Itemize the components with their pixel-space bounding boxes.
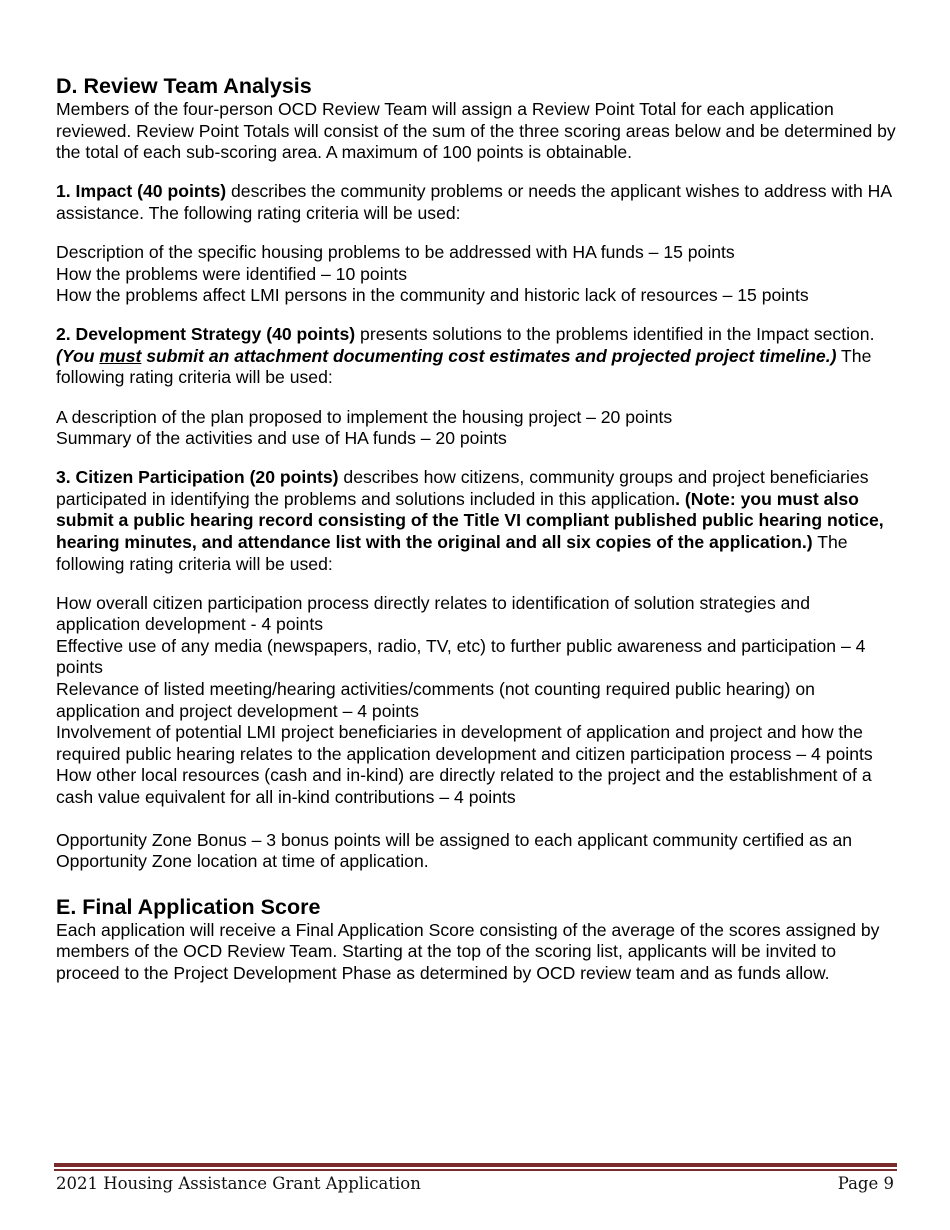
citizen-criterion: Effective use of any media (newspapers, radio, TV, etc) to further public awareness and participation – 4 points	[56, 635, 866, 678]
footer-title: 2021 Housing Assistance Grant Application	[56, 1174, 421, 1193]
impact-criterion: How the problems were identified – 10 points	[56, 263, 408, 284]
document-page	[56, 74, 896, 985]
development-note-post: submit an attachment documenting cost estimates and projected project timeline.)	[141, 345, 837, 366]
citizen-text: describes how citizens, community groups and project beneficiaries participated in identifying the problems and solutions included in this application	[56, 467, 869, 509]
development-note-pre: (You	[56, 345, 100, 366]
impact-label: 1. Impact (40 points)	[56, 181, 227, 202]
section-e-heading: E. Final Application Score	[56, 894, 321, 919]
citizen-criterion: Relevance of listed meeting/hearing activities/comments (not counting required public hearing) on application and project development – 4 points	[56, 679, 815, 721]
development-note-must: must	[99, 345, 142, 366]
impact-criterion: Description of the specific housing problems to be addressed with HA funds – 15 points	[56, 241, 735, 262]
citizen-criterion: How other local resources (cash and in-kind) are directly related to the project and the establishment of a cash value equivalent for all in-kind contributions – 4 points	[56, 765, 872, 808]
development-paragraph	[56, 324, 896, 389]
impact-text: describes the community problems or needs the applicant wishes to address with HA assistance. The following rating criteria will be used:	[56, 181, 892, 223]
section-e-text: Each application will receive a Final Application Score consisting of the average of the scores assigned by members of the OCD Review Team. Starting at the top of the scoring list, applicants will be invited to proceed to the Project Development Phase as determined by OCD review team and as funds allow.	[56, 919, 880, 983]
section-d-heading: D. Review Team Analysis	[56, 74, 312, 98]
citizen-note: . (Note: you must also submit a public hearing record consisting of the Title VI compliant published public hearing notice, hearing minutes, and attendance list with the original and all six copies of the application.)	[56, 488, 884, 552]
impact-criterion: How the problems affect LMI persons in the community and historic lack of resources – 15 points	[56, 285, 809, 306]
citizen-criterion: How overall citizen participation process directly relates to identification of solution strategies and application development - 4 points	[56, 592, 810, 635]
development-text-after: The following rating criteria will be used:	[56, 345, 872, 388]
citizen-paragraph	[56, 467, 896, 575]
section-d-intro: Members of the four-person OCD Review Team will assign a Review Point Total for each application reviewed. Review Point Totals will consist of the sum of the three scoring areas below and be determined by the total of each sub-scoring area. A maximum of 100 points is obtainable.	[56, 99, 896, 163]
opportunity-zone-bonus: Opportunity Zone Bonus – 3 bonus points will be assigned to each applicant community certified as an Opportunity Zone location at time of application.	[56, 829, 853, 872]
citizen-label: 3. Citizen Participation (20 points)	[56, 467, 339, 488]
citizen-text-after: The following rating criteria will be used:	[56, 532, 848, 574]
citizen-criterion: Involvement of potential LMI project beneficiaries in development of application and project and how the required public hearing relates to the application development and citizen participation process – 4 points	[56, 722, 873, 764]
development-text: presents solutions to the problems identified in the Impact section.	[355, 324, 875, 345]
footer-rule-thick	[54, 1163, 897, 1167]
development-criterion: Summary of the activities and use of HA funds – 20 points	[56, 428, 507, 449]
development-criterion: A description of the plan proposed to implement the housing project – 20 points	[56, 406, 673, 427]
page-number: Page 9	[837, 1174, 894, 1193]
development-label: 2. Development Strategy (40 points)	[56, 324, 356, 345]
impact-paragraph	[56, 181, 896, 224]
page-footer	[56, 1173, 894, 1195]
footer-rule-thin	[54, 1169, 897, 1171]
